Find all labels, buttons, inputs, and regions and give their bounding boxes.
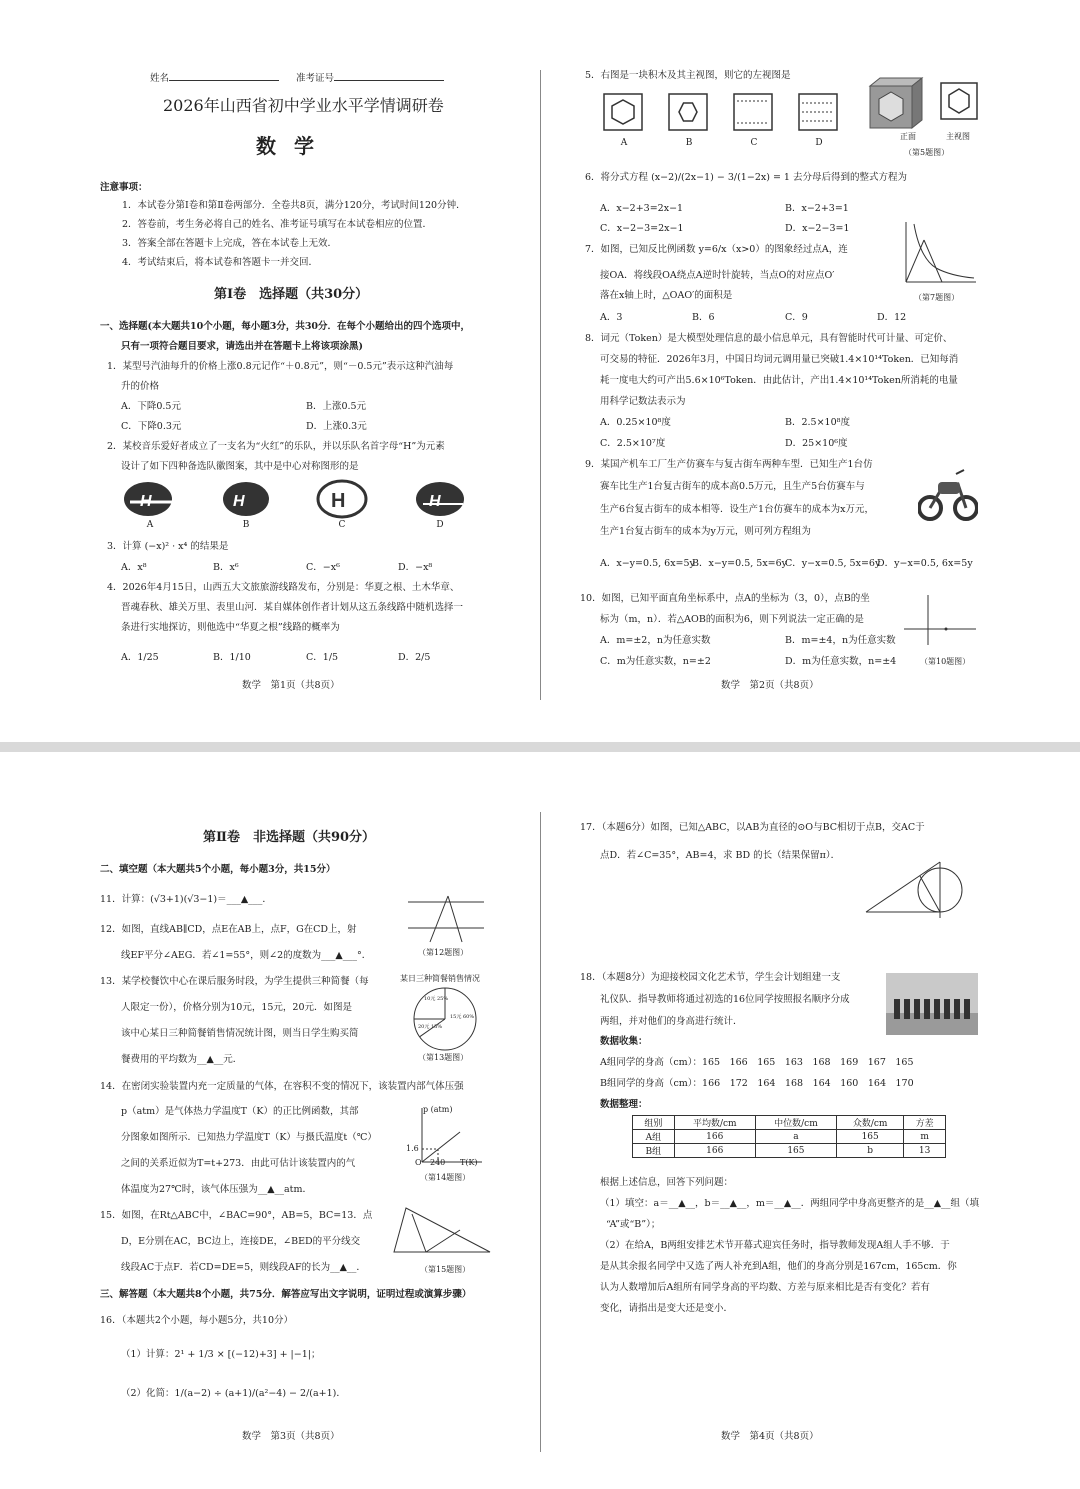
table-cell: b (837, 1144, 904, 1158)
table-cell: 165 (755, 1144, 836, 1158)
q3-option-d[interactable]: D．−x⁸ (398, 562, 433, 573)
sheet-gap (0, 742, 1080, 752)
q3-option-c[interactable]: C．−x⁶ (306, 562, 340, 573)
q6-option-a[interactable]: A．x−2+3=2x−1 (600, 203, 684, 214)
q9-stem-3: 生产6台复古街车的成本相等．设生产1台仿赛车的成本为x万元， (600, 504, 874, 515)
q5-option-d[interactable]: D (815, 138, 823, 148)
q9-stem-4: 生产1台复古街车的成本为y万元，则可列方程组为 (600, 526, 811, 537)
q7-stem-3: 落在x轴上时，△OAO′的面积是 (600, 290, 733, 301)
q8-stem-2: 可交易的特征．2026年3月，中国日均词元调用量已突破1.4×10¹⁴Token．已知每消 (600, 354, 959, 365)
q7-option-c[interactable]: C．9 (785, 312, 808, 323)
q10-option-d[interactable]: D．m为任意实数，n=±4 (785, 656, 897, 667)
q5-figure-caption: （第5题图） (904, 148, 950, 157)
answer-part2-4: 变化，请指出是变大还是变小． (600, 1303, 734, 1314)
page-divider (540, 70, 541, 700)
q3-option-b[interactable]: B．x⁶ (213, 562, 239, 573)
q17-circle-figure (860, 856, 966, 926)
id-field[interactable] (296, 70, 444, 85)
q11-stem[interactable]: 11．计算：(√3+1)(√3−1)＝___▲___． (100, 894, 272, 905)
q10-figure-caption: （第10题图） (920, 657, 971, 666)
q8-option-d[interactable]: D．25×10⁶度 (785, 438, 848, 449)
q12-stem: 12．如图，直线AB∥CD，点E在AB上，点F，G在CD上，射 (100, 924, 357, 935)
q8-option-b[interactable]: B．2.5×10⁸度 (785, 417, 850, 428)
svg-text:H: H (331, 490, 346, 512)
q8-stem-3: 耗一度电大约可产出5.6×10⁶Token．由此估计，产出1.4×10¹⁴Token所消耗的电量 (600, 375, 958, 386)
q4-option-b[interactable]: B．1/10 (213, 652, 251, 663)
table-row (633, 1144, 946, 1158)
q7-stem-2: 接OA．将线段OA绕点A逆时针旋转，当点O的对应点O′ (600, 270, 835, 281)
part1-heading: 第Ⅰ卷 选择题（共30分） (214, 287, 369, 302)
part2-heading: 第Ⅱ卷 非选择题（共90分） (203, 830, 376, 845)
q4-option-a[interactable]: A．1/25 (121, 652, 159, 663)
q12-figure-caption: （第12题图） (418, 948, 469, 957)
q14-value-t: 240 (430, 1158, 446, 1167)
table-cell: 13 (904, 1144, 946, 1158)
q10-option-c[interactable]: C．m为任意实数，n=±2 (600, 656, 711, 667)
q4-option-c[interactable]: C．1/5 (306, 652, 339, 663)
q15-stem-3[interactable]: 线段AC于点F．若CD=DE=5，则线段AF的长为__▲__． (121, 1262, 366, 1273)
q1-stem: 1．某型号汽油每升的价格上涨0.8元记作“＋0.8元”，则“－0.5元”表示这种汽油每 (107, 361, 454, 372)
table-cell: 中位数/cm (755, 1116, 836, 1130)
q5-caption-front: 正面 (900, 132, 916, 141)
q13-figure-caption: （第13题图） (418, 1053, 469, 1062)
answer-part2-3: 认为人数增加后A组所有同学身高的平均数、方差与原来相比是否有变化？若有 (600, 1282, 930, 1293)
q8-stem-4: 用科学记数法表示为 (600, 396, 686, 407)
exam-sheet-bottom (0, 752, 1080, 1489)
q1-stem-2: 升的价格 (121, 381, 160, 392)
q9-option-b[interactable]: B．x−y=0.5, 5x=6y (692, 558, 788, 569)
q4-stem-2: 晋魂春秋、雄关万里、表里山河．某自媒体创作者计划从这五条线路中随机选择一 (121, 602, 464, 613)
notice-item: 4．考试结束后，将本试卷和答题卡一并交回． (122, 257, 319, 268)
emblem-a-icon (122, 480, 178, 518)
q15-triangle-figure (390, 1204, 494, 1258)
q5-option-d-figure (798, 93, 838, 131)
q3-option-a[interactable]: A．x⁸ (121, 562, 147, 573)
q5-option-a-figure (603, 93, 643, 131)
q16-stem: 16．（本题共2个小题，每小题5分，共10分） (100, 1315, 294, 1326)
q14-stem-2: p（atm）是气体热力学温度T（K）的正比例函数，其部 (121, 1106, 359, 1117)
q8-option-a[interactable]: A．0.25×10⁸度 (600, 417, 671, 428)
q9-option-d[interactable]: D．y−x=0.5, 6x=5y (877, 558, 973, 569)
motorcycle-image (918, 460, 978, 522)
q14-figure-caption: （第14题图） (420, 1173, 471, 1182)
subject-title: 数学 (256, 134, 332, 158)
q14-stem-4: 之间的关系近似为T=t+273．由此可估计该装置内的气 (121, 1158, 356, 1169)
q13-chart-title: 某日三种简餐销售情况 (400, 974, 480, 983)
q2-stem: 2．某校音乐爱好者成立了一支名为“火红”的乐队，并以乐队名首字母“H”为元素 (107, 441, 445, 452)
name-line (169, 70, 279, 81)
q5-caption-main: 主视图 (946, 132, 970, 141)
q5-option-b[interactable]: B (685, 138, 693, 148)
q10-stem: 10．如图，已知平面直角坐标系中，点A的坐标为（3，0），点B的坐 (580, 593, 870, 604)
q5-option-c[interactable]: C (750, 138, 758, 148)
q5-option-a[interactable]: A (620, 138, 628, 148)
answer-intro: 根据上述信息，回答下列问题： (600, 1177, 734, 1188)
q18-stem-3: 两组，并对他们的身高进行统计． (600, 1016, 743, 1027)
q12-stem-2[interactable]: 线EF平分∠AEG．若∠1=55°，则∠2的度数为___▲___°． (121, 950, 372, 961)
answer-part1[interactable]: （1）填空：a＝__▲__，b＝__▲__，m＝__▲__．两组同学中身高更整齐的是__▲__组（填 (600, 1198, 980, 1209)
table-cell: a (755, 1130, 836, 1144)
table-header-row (633, 1116, 946, 1130)
statistics-table (632, 1115, 946, 1158)
svg-text:H: H (140, 493, 152, 510)
exam-title: 2026年山西省初中学业水平学情调研卷 (163, 96, 444, 115)
answer-part1-2: “A”或“B”）； (606, 1219, 661, 1230)
q1-option-b[interactable]: B．上涨0.5元 (306, 401, 367, 412)
emblem-d-icon (413, 480, 467, 518)
q17-stem: 17．（本题6分）如图，已知△ABC，以AB为直径的⊙O与BC相切于点B，交AC于 (580, 822, 925, 833)
q10-axes-figure (902, 593, 978, 647)
q2-option-d[interactable]: D (436, 520, 444, 530)
table-cell: 平均数/cm (674, 1116, 755, 1130)
notice-item: 2．答卷前，考生务必将自己的姓名、准考证号填写在本试卷相应的位置． (122, 219, 433, 230)
q16-part2: （2）化简：1/(a−2) ÷ (a+1)/(a²−4) − 2/(a+1)． (121, 1388, 346, 1399)
q8-option-c[interactable]: C．2.5×10⁷度 (600, 438, 666, 449)
name-field[interactable] (150, 70, 279, 85)
page-divider (540, 812, 541, 1452)
q13-slice-label: 20元 15% (418, 1024, 443, 1030)
table-cell: 166 (674, 1144, 755, 1158)
page1-footer: 数学 第1页（共8页） (242, 680, 340, 691)
q4-stem: 4．2026年4月15日，山西五大文旅旅游线路发布，分别是：华夏之根、土木华章、 (107, 582, 460, 593)
q15-figure-caption: （第15题图） (420, 1265, 471, 1274)
q14-axis-p: p (atm) (423, 1105, 453, 1114)
table-row (633, 1130, 946, 1144)
svg-text:H: H (429, 493, 441, 510)
svg-text:H: H (233, 493, 245, 510)
section1-heading-2: 只有一项符合题目要求，请选出并在答题卡上将该项涂黑) (121, 341, 363, 352)
table-cell: A组 (633, 1130, 675, 1144)
q13-stem-3: 该中心某日三种简餐销售情况统计图，则当日学生购买简 (121, 1028, 359, 1039)
answer-part2: （2）在给A，B两组安排艺术节开幕式迎宾任务时，指导教师发现A组人手不够．于 (600, 1240, 950, 1251)
q9-option-a[interactable]: A．x−y=0.5, 6x=5y (600, 558, 695, 569)
q14-stem-3: 分图象如图所示．已知热力学温度T（K）与摄氏温度t（℃） (121, 1132, 377, 1143)
emblem-c-icon (315, 479, 369, 519)
q6-option-d[interactable]: D．x−2−3=1 (785, 223, 850, 234)
q14-stem: 14．在密闭实验装置内充一定质量的气体，在容积不变的情况下，该装置内部气体压强 (100, 1081, 464, 1092)
notice-item: 3．答案全部在答题卡上完成，答在本试卷上无效． (122, 238, 338, 249)
table-cell: 166 (674, 1130, 755, 1144)
q8-stem: 8．词元（Token）是大模型处理信息的最小信息单元，具有智能时代可计量、可定价、 (585, 333, 953, 344)
q14-origin: O (415, 1158, 422, 1167)
q1-option-d[interactable]: D．上涨0.3元 (306, 421, 367, 432)
q12-parallel-lines-figure (402, 892, 488, 944)
q6-stem: 6．将分式方程 (x−2)/(2x−1) − 3/(1−2x) = 1 去分母后得到的整式方程为 (585, 172, 907, 183)
page2-footer: 数学 第2页（共8页） (721, 680, 819, 691)
q7-option-b[interactable]: B．6 (692, 312, 715, 323)
q7-figure-caption: （第7题图） (914, 293, 960, 302)
q7-stem: 7．如图，已知反比例函数 y=6/x（x>0）的图象经过点A，连 (585, 244, 848, 255)
q1-option-a[interactable]: A．下降0.5元 (121, 401, 181, 412)
q1-option-c[interactable]: C．下降0.3元 (121, 421, 182, 432)
notice-heading: 注意事项： (100, 182, 148, 193)
q7-option-d[interactable]: D．12 (877, 312, 907, 323)
ceremony-team-photo (886, 973, 978, 1035)
q5-stem: 5．右图是一块积木及其主视图，则它的左视图是 (585, 70, 791, 81)
q10-stem-2: 标为（m，n）．若△AOB的面积为6，则下列说法一定正确的是 (600, 614, 864, 625)
q4-stem-3: 条进行实地探访，则他选中“华夏之根”线路的概率为 (121, 622, 340, 633)
q2-stem-2: 设计了如下四种备选队徽图案，其中是中心对称图形的是 (121, 461, 359, 472)
q17-stem-2: 点D．若∠C=35°，AB=4，求 BD 的长（结果保留π）． (600, 850, 841, 861)
q18-stem: 18．（本题8分）为迎接校园文化艺术节，学生会计划组建一支 (580, 972, 841, 983)
group-a-heights: A组同学的身高（cm）：165 166 165 163 168 169 167 165 (600, 1057, 914, 1068)
q13-stem-2: 人限定一份），价格分别为10元，15元，20元．如图是 (121, 1002, 353, 1013)
q7-hyperbola-figure (896, 218, 978, 288)
q10-option-b[interactable]: B．m=±4，n为任意实数 (785, 635, 896, 646)
q5-option-b-figure (668, 93, 708, 131)
group-b-heights: B组同学的身高（cm）：166 172 164 168 164 160 164 170 (600, 1078, 914, 1089)
id-label: 准考证号 (296, 73, 335, 84)
exam-sheet-top (0, 0, 1080, 742)
section3-heading: 三、解答题（本大题共8个小题，共75分．解答应写出文字说明，证明过程或演算步骤） (100, 1289, 472, 1300)
q16-part1: （1）计算：2¹ + 1/3 × [(−12)+3] + |−1|； (121, 1349, 321, 1360)
data-arrangement-heading: 数据整理： (600, 1099, 648, 1110)
table-cell: 165 (837, 1130, 904, 1144)
q6-option-b[interactable]: B．x−2+3=1 (785, 203, 849, 214)
q5-front-view-figure (940, 82, 978, 120)
section1-heading: 一、选择题(本大题共10个小题，每小题3分，共30分．在每个小题给出的四个选项中， (100, 321, 471, 332)
answer-part2-2: 是从其余报名同学中又选了两人补充到A组，他们的身高分别是167cm，165cm．你 (600, 1261, 957, 1272)
q10-option-a[interactable]: A．m=±2，n为任意实数 (600, 635, 711, 646)
q5-option-c-figure (733, 93, 773, 131)
table-cell: 组别 (633, 1116, 675, 1130)
emblem-b-icon (221, 480, 271, 518)
data-collection-heading: 数据收集： (600, 1036, 648, 1047)
q14-stem-5[interactable]: 体温度为27℃时，该气体压强为__▲__atm． (121, 1184, 313, 1195)
notice-item: 1．本试卷分第Ⅰ卷和第Ⅱ卷两部分．全卷共8页，满分120分，考试时间120分钟． (122, 200, 466, 211)
q18-stem-2: 礼仪队．指导教师将通过初选的16位同学按照报名顺序分成 (600, 994, 850, 1005)
q2-option-b[interactable]: B (242, 520, 250, 530)
page4-footer: 数学 第4页（共8页） (721, 1431, 819, 1442)
q13-slice-label: 15元 60% (450, 1014, 475, 1020)
q7-option-a[interactable]: A．3 (600, 312, 623, 323)
table-cell: 众数/cm (837, 1116, 904, 1130)
q5-block-figure (866, 76, 926, 132)
q13-stem: 13．某学校餐饮中心在课后服务时段，为学生提供三种简餐（每 (100, 976, 369, 987)
q14-axis-t: T(K) (460, 1158, 478, 1167)
q2-option-a[interactable]: A (146, 520, 154, 530)
q14-value-p: 1.6 (406, 1144, 419, 1153)
q15-stem-2: D，E分别在AC，BC边上，连接DE，∠BED的平分线交 (121, 1236, 361, 1247)
q9-stem-2: 赛车比生产1台复古街车的成本高0.5万元，且生产5台仿赛车与 (600, 481, 865, 492)
section2-heading: 二、填空题（本大题共5个小题，每小题3分，共15分） (100, 864, 336, 875)
id-line (334, 70, 444, 81)
page3-footer: 数学 第3页（共8页） (242, 1431, 340, 1442)
q13-slice-label: 10元 25% (424, 996, 449, 1002)
q9-stem: 9．某国产机车工厂生产仿赛车与复古街车两种车型．已知生产1台仿 (585, 459, 873, 470)
q9-option-c[interactable]: C．y−x=0.5, 5x=6y (785, 558, 881, 569)
q2-option-c[interactable]: C (338, 520, 346, 530)
q6-option-c[interactable]: C．x−2−3=2x−1 (600, 223, 684, 234)
table-cell: B组 (633, 1144, 675, 1158)
q3-stem: 3．计算 (−x)² · x⁴ 的结果是 (107, 541, 229, 552)
q15-stem: 15．如图，在Rt△ABC中，∠BAC=90°，AB=5，BC=13．点 (100, 1210, 373, 1221)
name-label: 姓名 (150, 73, 170, 84)
table-cell: m (904, 1130, 946, 1144)
table-cell: 方差 (904, 1116, 946, 1130)
q13-stem-4[interactable]: 餐费用的平均数为__▲__元． (121, 1054, 243, 1065)
q4-option-d[interactable]: D．2/5 (398, 652, 431, 663)
